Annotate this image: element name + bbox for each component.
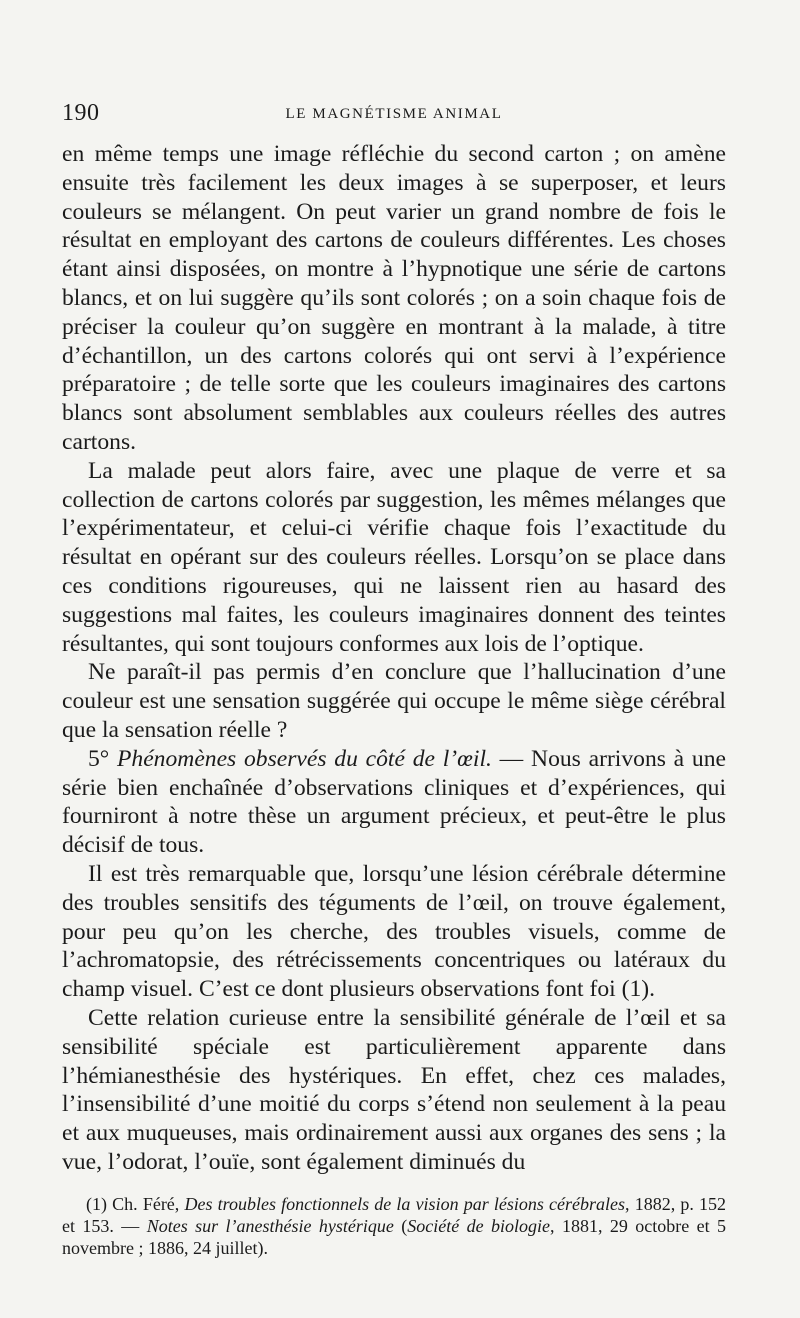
paragraph-6-text: Cette relation curieuse entre la sensibilité générale de l’œil et sa sensibilité spéciale est particulièrement apparente dans l’hémianesthésie des hystériques. En effet, chez ces malades, l’insensibilité d’une moitié du corps s’étend non seulement à la peau et aux muqueuses, mais ordinairement aussi aux organes des sens ; la vue, l’odorat, l’ouïe, sont également diminués du (62, 1004, 726, 1175)
paragraph-2 (62, 457, 726, 659)
paragraph-1-text: en même temps une image réfléchie du second carton ; on amène ensuite très facilement les deux images à se superposer, et leurs couleurs se mélangent. On peut varier un grand nombre de fois le résultat en employant des cartons de couleurs différentes. Les choses étant ainsi disposées, on montre à l’hypnotique une série de cartons blancs, et on lui suggère qu’ils sont colorés ; on a soin chaque fois de préciser la couleur qu’on suggère en montrant à la malade, à titre d’échantillon, un des cartons colorés qui ont servi à l’expérience préparatoire ; de telle sorte que les couleurs imaginaires des cartons blancs sont absolument semblables aux couleurs réelles des autres cartons. (62, 141, 726, 455)
footnote-title-1: Des troubles fonctionnels de la vision par lésions cérébrales (184, 1193, 626, 1214)
footnote-society: Société de biologie (407, 1215, 551, 1236)
paragraph-1 (62, 140, 726, 457)
page-number: 190 (62, 100, 100, 126)
running-title: LE MAGNÉTISME ANIMAL (285, 106, 503, 122)
footnote-citation: , 1882, p. 152 et 153. — (62, 1193, 727, 1236)
footnote-marker: (1) Ch. Féré, (86, 1193, 185, 1214)
paragraph-2-text: La malade peut alors faire, avec une plaque de verre et sa collection de cartons colorés par suggestion, les mêmes mélanges que l’expérimentateur, et celui-ci vérifie chaque fois l’exactitude du résultat en opérant sur des couleurs réelles. Lorsqu’on se place dans ces conditions rigoureuses, qui ne laissent rien au hasard des suggestions mal faites, les couleurs imaginaires donnent des teintes résultantes, qui sont toujours conformes aux lois de l’optique. (62, 457, 726, 657)
footnote-paren: ( (393, 1215, 408, 1236)
paragraph-5 (62, 860, 726, 1004)
section-heading: Phénomènes observés du côté de l’œil. (117, 745, 492, 772)
paragraph-3 (62, 658, 726, 744)
paragraph-3-text: Ne paraît-il pas permis d’en conclure que l’hallucination d’une couleur est une sensation suggérée qui occupe le même siège cérébral que la sensation réelle ? (62, 659, 726, 743)
paragraph-6 (62, 1004, 726, 1177)
paragraph-4 (62, 745, 726, 860)
body-text (62, 140, 726, 1177)
footnote (62, 1193, 726, 1259)
footnote-title-2: Notes sur l’anesthésie hystérique (146, 1215, 394, 1236)
paragraph-4-text: — Nous arrivons à une série bien enchaînée d’observations cliniques et d’expériences, qui fourniront à notre thèse un argument précieux, et peut-être le plus décisif de tous. (62, 745, 726, 859)
paragraph-5-text: Il est très remarquable que, lorsqu’une lésion cérébrale détermine des troubles sensitifs des téguments de l’œil, on trouve également, pour peu qu’on les cherche, des troubles visuels, comme de l’achromatopsie, des rétrécissements concentriques ou latéraux du champ visuel. C’est ce dont plusieurs observations font foi (1). (62, 860, 726, 1003)
book-page (62, 100, 726, 1259)
section-number: 5° (88, 745, 117, 772)
page-header (62, 100, 726, 134)
footnote-dates: , 1881, 29 octobre et 5 novembre ; 1886, 24 juillet). (62, 1215, 727, 1258)
